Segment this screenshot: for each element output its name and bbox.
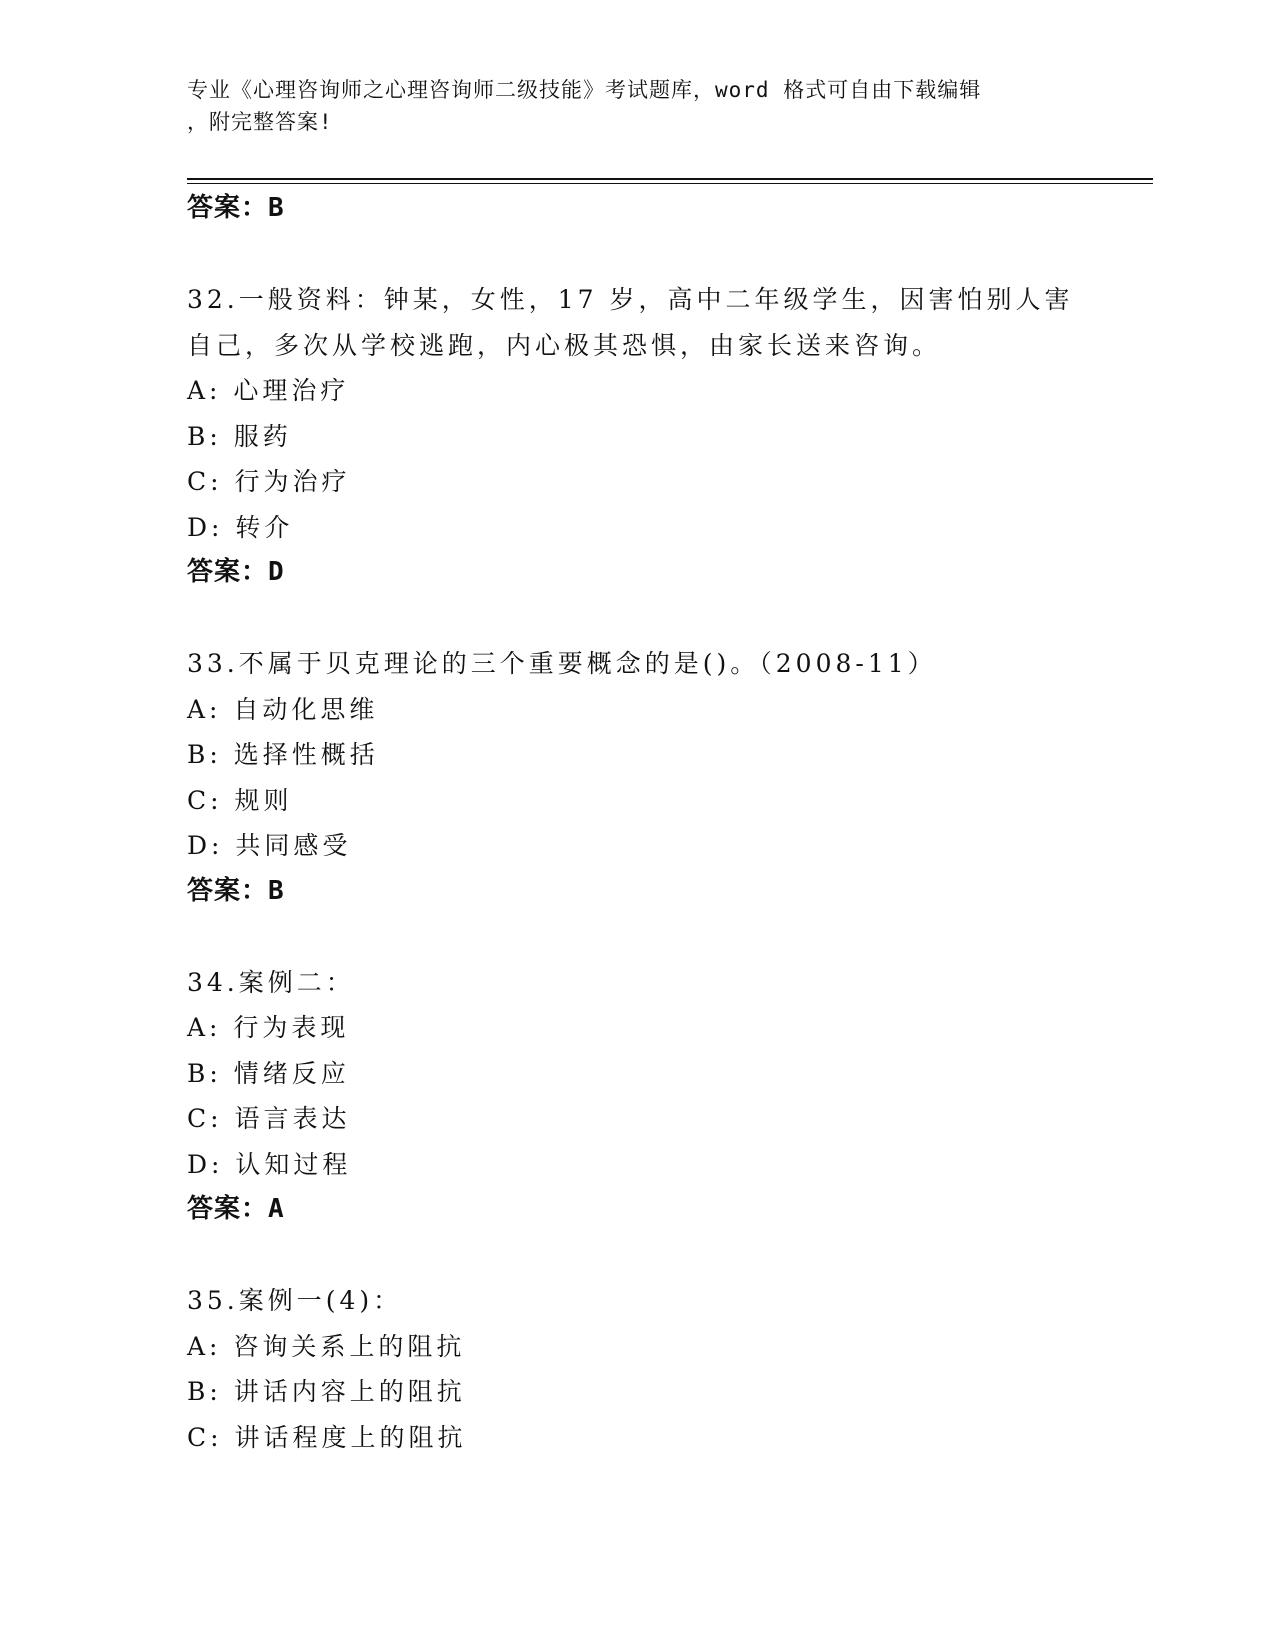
answer-value: A (268, 1194, 285, 1224)
header-title-line-1: 专业《心理咨询师之心理咨询师二级技能》考试题库，word 格式可自由下载编辑 (187, 78, 982, 102)
question-35-option-c: C: 讲话程度上的阻抗 (187, 1422, 467, 1452)
answer-line-34 (187, 1187, 1087, 1233)
header-title-line-2: ，附完整答案! (187, 110, 333, 134)
question-stem-35: 35.案例一(4)： (187, 1286, 403, 1315)
question-33-option-d: D: 共同感受 (187, 831, 352, 860)
answer-value: B (268, 193, 285, 223)
question-34-option-a: A: 行为表现 (187, 1013, 350, 1042)
question-stem-33: 33.不属于贝克理论的三个重要概念的是()。（2008-11） (187, 649, 937, 678)
answer-label: 答案： (187, 1194, 269, 1224)
question-35-option-b: B: 讲话内容上的阻抗 (187, 1377, 466, 1406)
question-list (187, 186, 1087, 1460)
question-stem-32: 32.一般资料：钟某，女性，17 岁，高中二年级学生，因害怕别人害自己，多次从学校逃跑，内心极其恐惧，由家长送来咨询。 (187, 285, 1074, 360)
answer-label: 答案： (187, 557, 269, 587)
answer-value: B (268, 875, 285, 906)
question-34-option-c: C: 语言表达 (187, 1104, 351, 1133)
question-34-option-d: D: 认知过程 (187, 1149, 352, 1179)
question-33-option-b: B: 选择性概括 (187, 740, 379, 769)
question-32-option-a: A: 心理治疗 (187, 376, 350, 405)
question-32-option-d: D: 转介 (187, 512, 294, 542)
answer-value: D (268, 557, 285, 587)
document-header (187, 74, 1087, 138)
answer-line-33 (187, 869, 1087, 915)
header-rule-thin (187, 183, 1153, 184)
question-stem-34: 34.案例二： (187, 967, 355, 997)
answer-label: 答案： (187, 193, 269, 223)
answer-line-32 (187, 550, 1087, 596)
answer-label: 答案： (187, 875, 269, 906)
question-35-option-a: A: 咨询关系上的阻抗 (187, 1331, 466, 1361)
question-32-option-b: B: 服药 (187, 421, 292, 451)
question-32-option-c: C: 行为治疗 (187, 467, 351, 496)
question-34-option-b: B: 情绪反应 (187, 1058, 350, 1088)
header-rule-thick (187, 178, 1153, 180)
question-33-option-a: A: 自动化思维 (187, 694, 379, 724)
answer-line-prev (187, 186, 1087, 232)
question-33-option-c: C: 规则 (187, 785, 293, 815)
